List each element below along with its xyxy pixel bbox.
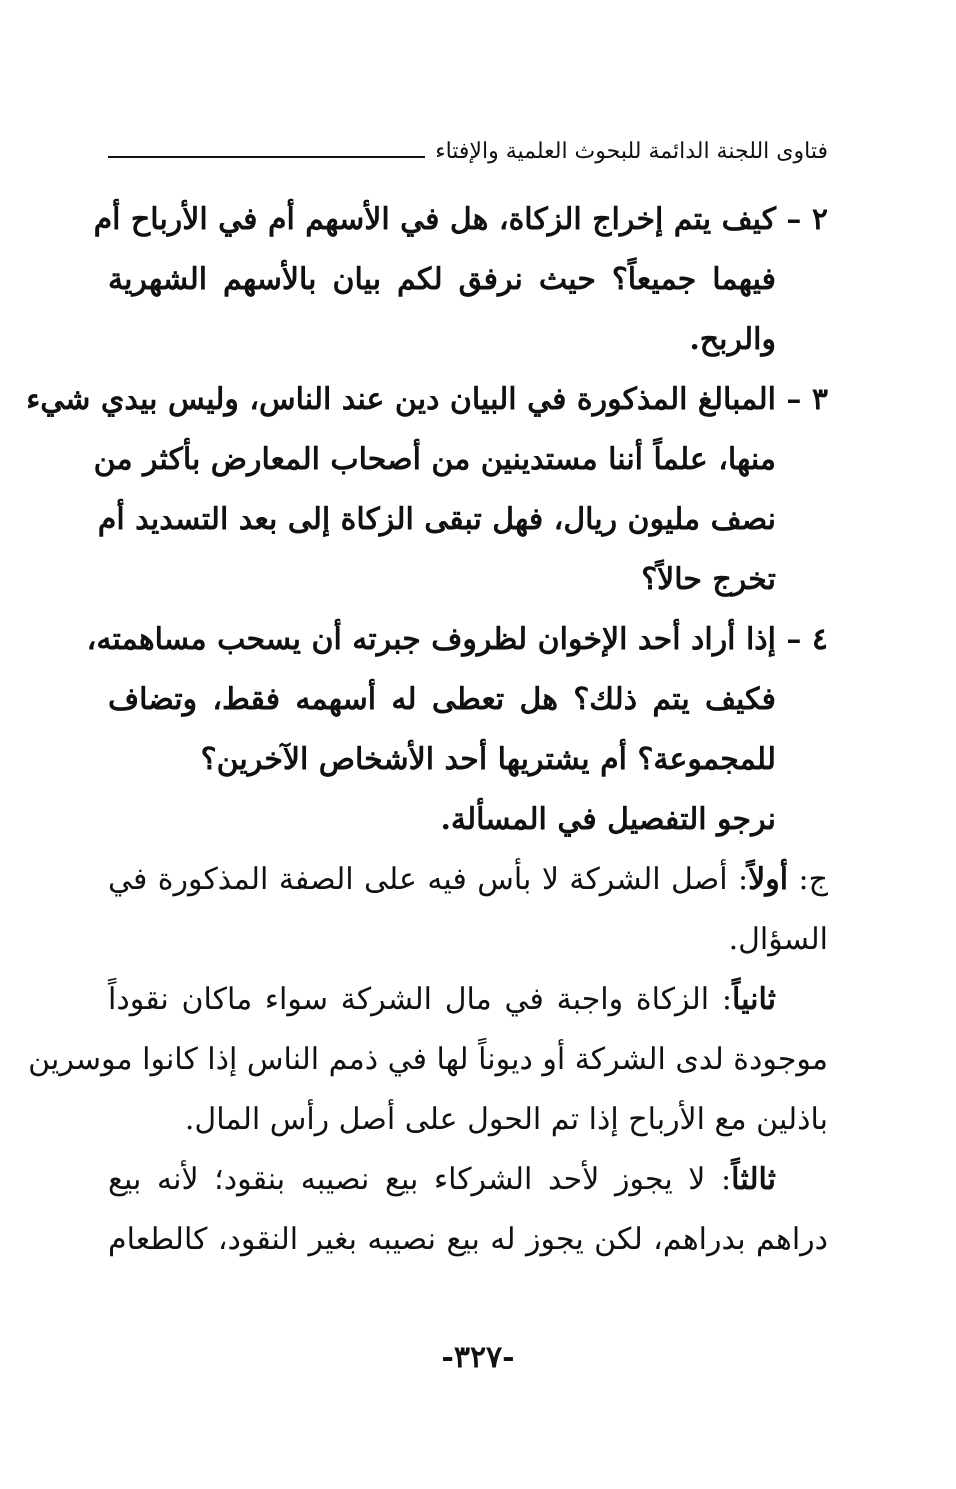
answer-p2-text-1: : الزكاة واجبة في مال الشركة سواء ماكان نقوداً [108, 982, 732, 1017]
question-4-line-1: ٤ – إذا أراد أحد الإخوان لظروف جبرته أن يسحب مساهمته، [86, 622, 828, 657]
answer-prefix: ج: [788, 862, 828, 897]
answer-p1-line-1 [108, 850, 828, 910]
question-3-line-2: منها، علماً أننا مستدينين من أصحاب المعارض بأكثر من [93, 442, 776, 477]
question-3-line-4: تخرج حالاً؟ [641, 562, 776, 597]
answer-p3-text-1: : لا يجوز لأحد الشركاء بيع نصيبه بنقود؛ لأنه بيع [108, 1162, 732, 1197]
question-3-line-1: ٣ – المبالغ المذكورة في البيان دين عند الناس، وليس بيدي شيء [26, 382, 828, 417]
running-header [108, 128, 828, 164]
answer-p3-line-1 [108, 1150, 828, 1210]
page-number: -٣٢٧- [441, 1340, 515, 1375]
question-2-line-1: ٢ – كيف يتم إخراج الزكاة، هل في الأسهم أم في الأرباح أم [93, 202, 828, 237]
answer-p2-line-1 [108, 970, 828, 1030]
page-body [26, 190, 828, 1270]
answer-p1-line-2: السؤال. [728, 922, 828, 957]
answer-label-third: ثالثاً [731, 1162, 776, 1197]
answer-label-first: أولاً [748, 862, 789, 897]
header-title: فتاوى اللجنة الدائمة للبحوث العلمية والإفتاء [435, 139, 828, 164]
header-rule [108, 156, 425, 158]
answer-p3-line-2: دراهم بدراهم، لكن يجوز له بيع نصيبه بغير النقود، كالطعام [108, 1222, 828, 1257]
answer-p1-text-1: : أصل الشركة لا بأس فيه على الصفة المذكورة في [108, 862, 749, 897]
answer-label-second: ثانياً [731, 982, 776, 1017]
answer-p2-line-2: موجودة لدى الشركة أو ديوناً لها في ذمم الناس إذا كانوا موسرين [28, 1042, 828, 1077]
question-2-line-3: والربح. [689, 322, 776, 357]
question-4-line-2: فكيف يتم ذلك؟ هل تعطى له أسهمه فقط، وتضاف [108, 682, 776, 717]
question-4-line-4: نرجو التفصيل في المسألة. [440, 802, 776, 837]
answer-p2-line-3: باذلين مع الأرباح إذا تم الحول على أصل رأس المال. [184, 1102, 828, 1137]
question-4-line-3: للمجموعة؟ أم يشتريها أحد الأشخاص الآخرين؟ [200, 742, 776, 777]
question-3-line-3: نصف مليون ريال، فهل تبقى الزكاة إلى بعد التسديد أم [97, 502, 776, 537]
question-2-line-2: فيهما جميعاً؟ حيث نرفق لكم بيان بالأسهم الشهرية [108, 262, 776, 297]
